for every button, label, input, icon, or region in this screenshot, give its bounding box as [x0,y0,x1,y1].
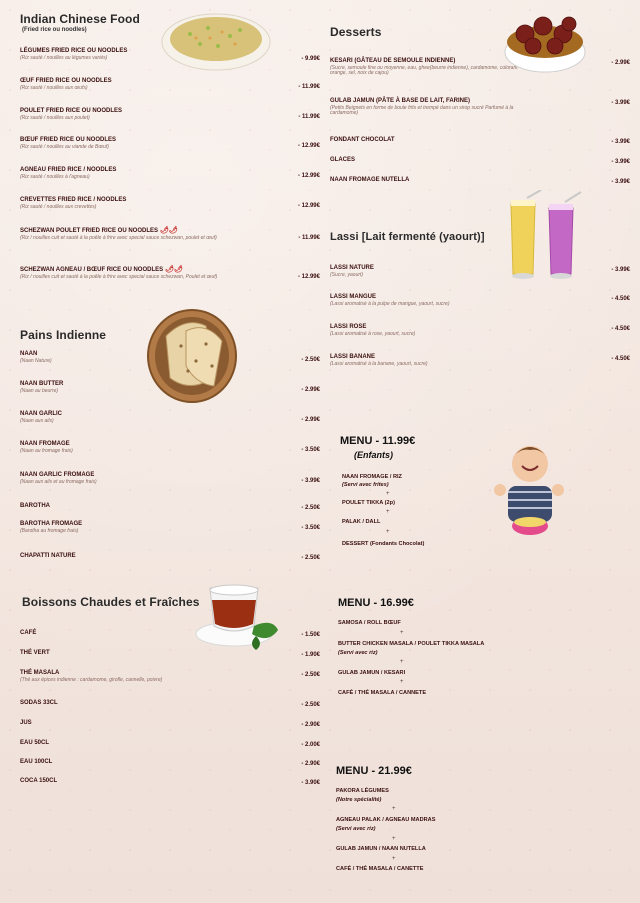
menu-line: (Servi avec frites) [342,482,389,488]
tea-cup-image [194,578,286,650]
chili-icon: 🌶🌶 [160,227,178,234]
menu-item: SODAS 33CL - 2.50€ [20,700,320,708]
menu-line: POULET TIKKA (2p) [342,500,395,506]
menu-item: AGNEAU FRIED RICE / NOODLES (Riz sauté / nouilles à l'agneau) - 12.99€ [20,167,320,180]
section-title-indian-chinese: Indian Chinese Food [20,12,140,26]
menu-item: NAAN (Naan Nature) - 2.50€ [20,351,320,364]
menu-item: ŒUF FRIED RICE OU NOODLES (Riz sauté / nouilles aux œufs) - 11.99€ [20,78,320,91]
plus-icon: + [392,856,396,862]
menu-item: JUS - 2.90€ [20,720,320,728]
menu-title-1699: MENU - 16.99€ [338,597,414,609]
menu-item: POULET FRIED RICE OU NOODLES (Riz sauté / nouilles aux poulet) - 11.99€ [20,108,320,121]
menu-item: NAAN FROMAGE NUTELLA - 3.99€ [330,177,630,185]
menu-line: (Servi avec riz) [336,826,376,832]
menu-item: THÉ MASALA (Thé aux épices indienne : cardamome, girofle, cannelle, poivre) - 2.50€ [20,670,320,683]
lassi-glasses-image [505,190,587,282]
menu-subtitle-enfants: (Enfants) [354,450,393,460]
chili-icon: 🌶🌶 [165,266,183,273]
menu-item: NAAN GARLIC FROMAGE (Naan aux ails et au fromage frais) - 3.99€ [20,472,320,485]
menu-line: DESSERT (Fondants Chocolat) [342,541,425,547]
menu-item: EAU 50CL - 2.00€ [20,740,320,748]
menu-item: NAAN BUTTER (Naan au beurre) - 2.99€ [20,381,320,394]
menu-item: SCHEZWAN POULET FRIED RICE OU NOODLES 🌶🌶 (Riz / nouilles cuit et sauté à la poêle à frire avec special sauce schezwan, poulet et œuf) - 11.99€ [20,227,320,242]
menu-line: SAMOSA / ROLL BŒUF [338,620,401,626]
menu-line: CAFÉ / THÉ MASALA / CANNETE [338,690,427,696]
menu-item: BŒUF FRIED RICE OU NOODLES (Riz sauté / nouilles au viande de Bœuf) - 12.99€ [20,137,320,150]
menu-line: CAFÉ / THÉ MASALA / CANETTE [336,866,424,872]
menu-item: LASSI ROSE (Lassi aromatisé à rose, yaourt, sucre) - 4.50€ [330,324,630,337]
menu-item: BAROTHA FROMAGE (Barotha au fromage frais) - 3.50€ [20,521,320,534]
menu-item: LASSI NATURE (Sucre, yaourt) - 3.99€ [330,265,630,278]
menu-item: BAROTHA - 2.50€ [20,503,320,511]
section-title-lassi: Lassi [Lait fermenté (yaourt)] [330,231,485,243]
menu-item: NAAN GARLIC (Naan aux ails) - 2.99€ [20,411,320,424]
menu-line: PALAK / DALL [342,519,381,525]
menu-item: THÉ VERT - 1.90€ [20,650,320,658]
menu-item: GLACES - 3.99€ [330,157,630,165]
naan-basket-image [146,306,240,404]
section-subtitle-indian-chinese: (Fried rice ou noodles) [22,27,87,33]
menu-item: GULAB JAMUN (PÂTE À BASE DE LAIT, FARINE) (Petits Beignets en forme de boule frits et trempé dans un sirop sucré Parfumé à la cardamome) - 3.99€ [330,98,630,117]
menu-line: (Notre spécialité) [336,797,382,803]
menu-item: COCA 150CL - 3.90€ [20,778,320,786]
menu-item: KESARI (GÂTEAU DE SEMOULE INDIENNE) (Sucre, semoule fine ou moyenne, eau, ghee(beurre indienne), cardamome, colorant orange, sel, noix de cajou) - 2.99€ [330,58,630,77]
menu-title-enfants: MENU - 11.99€ [340,435,416,447]
menu-line: GULAB JAMUN / KESARI [338,670,406,676]
menu-item: NAAN FROMAGE (Naan au fromage frais) - 3.50€ [20,441,320,454]
menu-line: AGNEAU PALAK / AGNEAU MADRAS [336,817,436,823]
menu-line: NAAN FROMAGE / RIZ [342,474,402,480]
menu-item: CAFÉ - 1.50€ [20,630,320,638]
plus-icon: + [400,659,404,665]
menu-title-2199: MENU - 21.99€ [336,765,412,777]
menu-item: CREVETTES FRIED RICE / NOODLES (Riz sauté / nouilles aux crevettes) - 12.99€ [20,197,320,210]
menu-item: FONDANT CHOCOLAT - 3.99€ [330,137,630,145]
child-eating-image [488,436,568,542]
plus-icon: + [392,836,396,842]
plus-icon: + [386,491,390,497]
menu-item: LASSI MANGUE (Lassi aromatisé à la pulpe de mangue, yaourt, sucre) - 4.50€ [330,294,630,307]
menu-line: GULAB JAMUN / NAAN NUTELLA [336,846,426,852]
item-name: SCHEZWAN AGNEAU / BŒUF RICE OU NOODLES [20,267,164,273]
menu-line: (Servi avec riz) [338,650,378,656]
menu-item: CHAPATTI NATURE - 2.50€ [20,553,320,561]
plus-icon: + [386,529,390,535]
plus-icon: + [400,630,404,636]
section-title-pains: Pains Indienne [20,328,107,342]
gulab-jamun-bowl-image [503,6,587,76]
section-title-desserts: Desserts [330,25,382,39]
menu-item: LASSI BANANE (Lassi aromatisé à la banane, yaourt, sucre) - 4.50€ [330,354,630,367]
plus-icon: + [386,509,390,515]
menu-line: PAKORA LÉGUMES [336,788,389,794]
menu-item: LÉGUMES FRIED RICE OU NOODLES (Riz sauté / nouilles au légumes variés) - 9.99€ [20,48,320,62]
menu-line: BUTTER CHICKEN MASALA / POULET TIKKA MASALA [338,641,485,647]
section-title-boissons: Boissons Chaudes et Fraîches [22,595,200,609]
item-name: SCHEZWAN POULET FRIED RICE OU NOODLES [20,228,159,234]
menu-item: SCHEZWAN AGNEAU / BŒUF RICE OU NOODLES 🌶🌶 (Riz / nouilles cuit et sauté à la poêle à frire avec special sauce schezwan, Poulet et œuf) - 12.99€ [20,266,320,281]
menu-item: EAU 100CL - 2.90€ [20,759,320,767]
plus-icon: + [400,679,404,685]
fried-rice-image [160,6,272,72]
plus-icon: + [392,806,396,812]
